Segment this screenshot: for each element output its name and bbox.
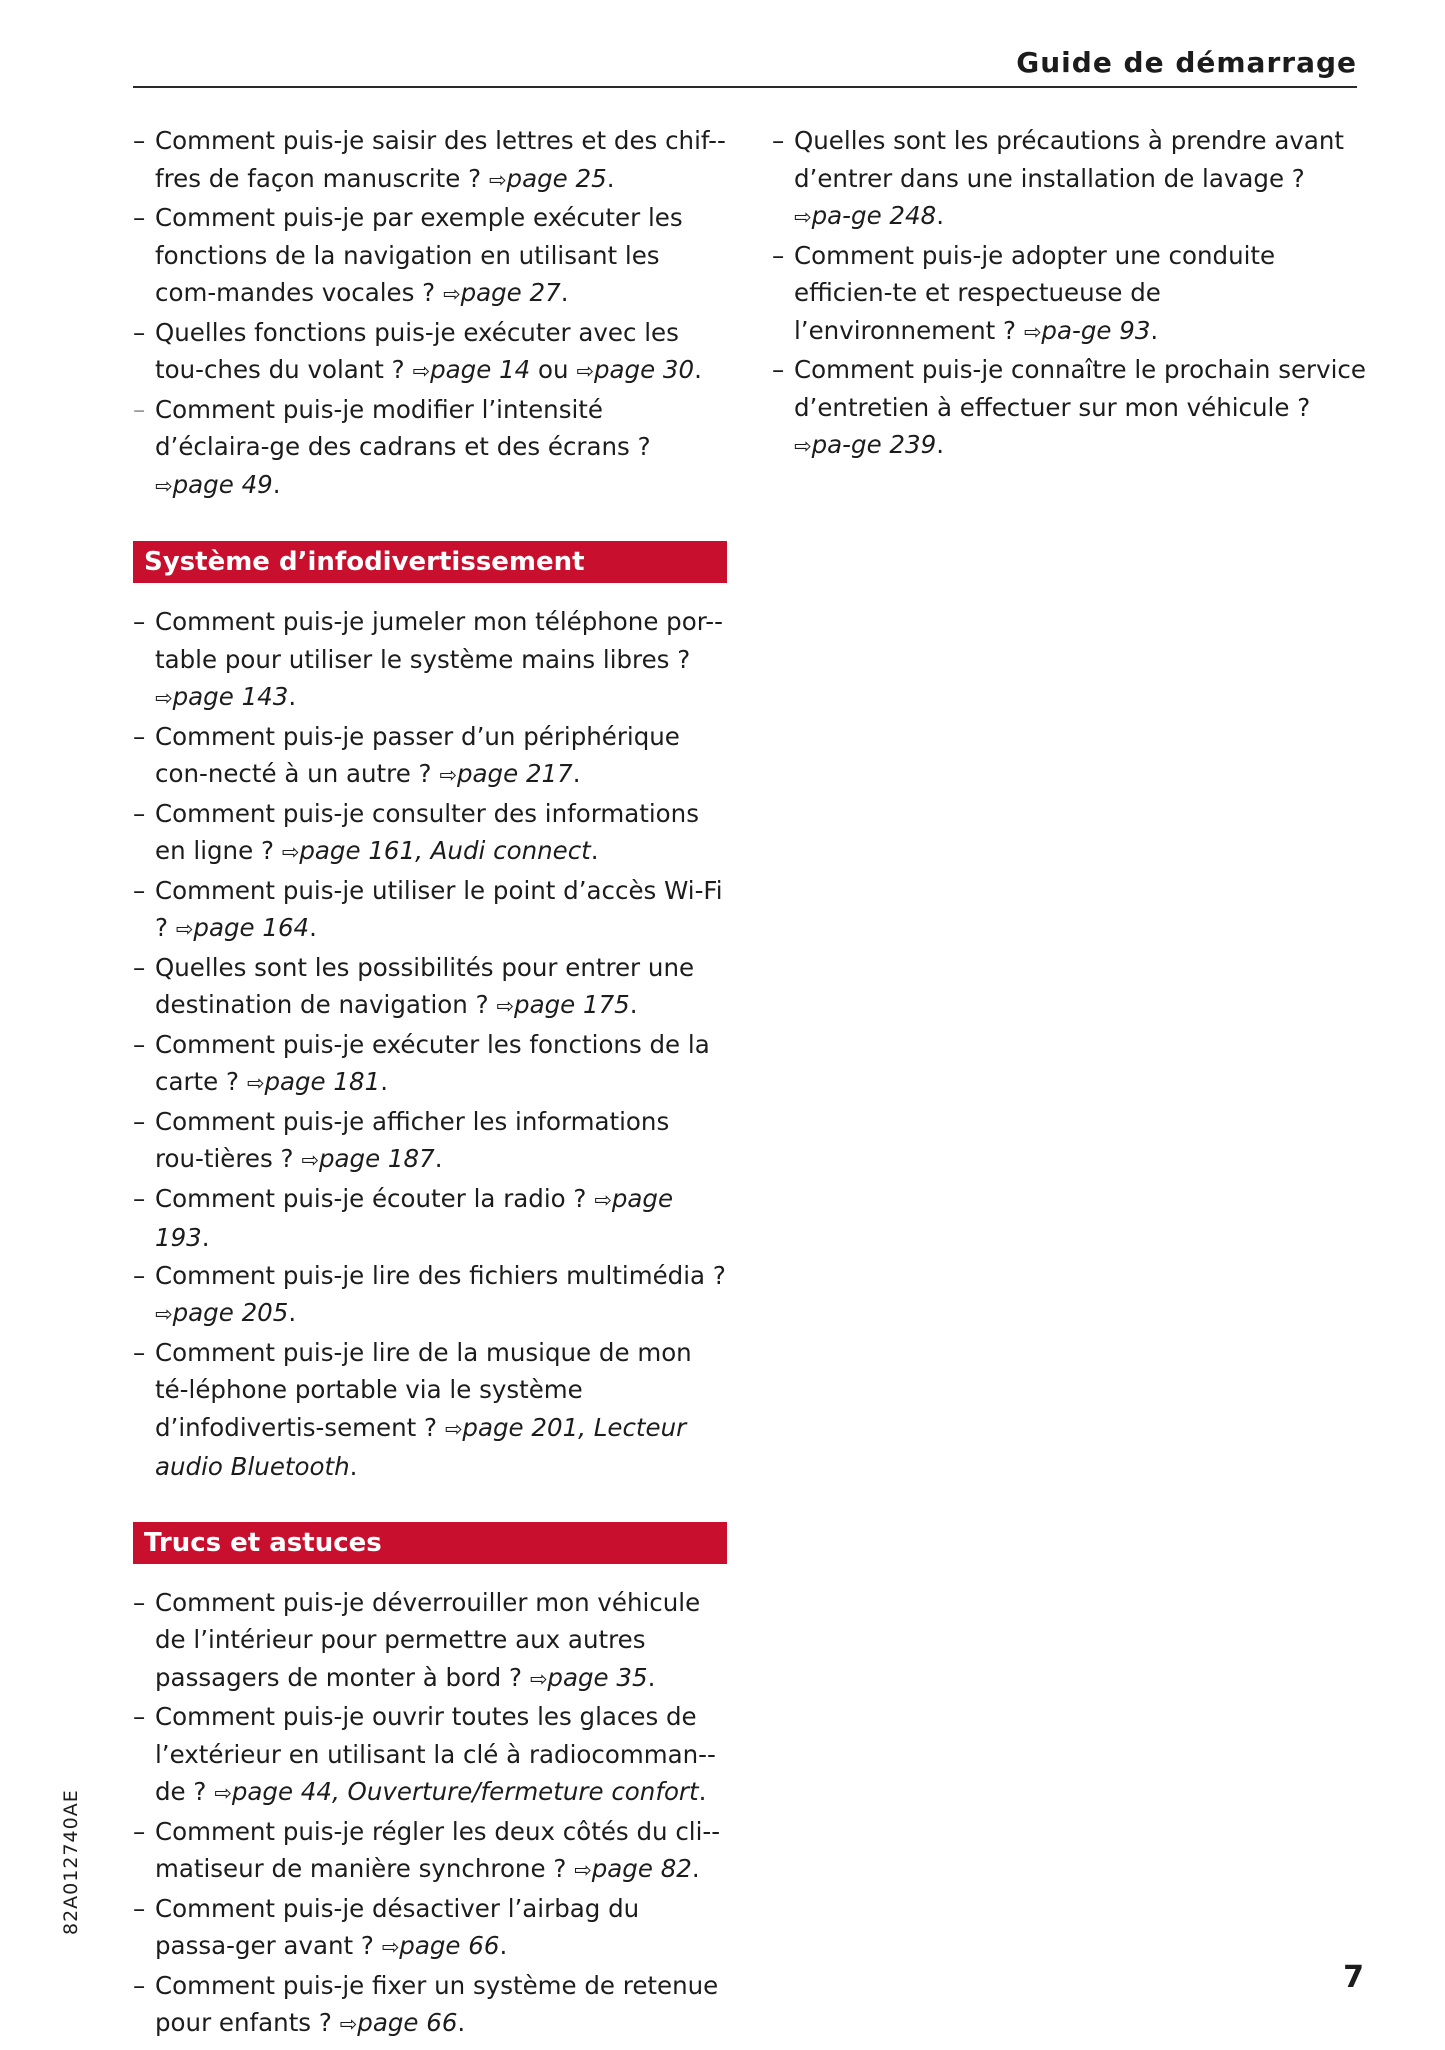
page-reference-link: page 14 bbox=[430, 355, 531, 384]
tips-list bbox=[133, 1584, 727, 2044]
list-item bbox=[772, 351, 1366, 466]
page-reference-link: page 187 bbox=[318, 1144, 435, 1173]
page-ref-arrow-icon: ⇨ bbox=[439, 763, 457, 787]
right-column bbox=[772, 122, 1366, 466]
bullet-dash: – bbox=[133, 1260, 146, 1290]
bullet-dash: – bbox=[772, 126, 785, 155]
bullet-dash: – bbox=[133, 721, 146, 751]
page-ref-arrow-icon: ⇨ bbox=[442, 282, 461, 306]
punctuation: . bbox=[434, 1144, 443, 1173]
page-ref-arrow-icon: ⇨ bbox=[339, 2012, 358, 2036]
bullet-dash: – bbox=[133, 1106, 146, 1136]
page-ref-arrow-icon: ⇨ bbox=[175, 917, 194, 941]
document-code: 82A012740AE bbox=[60, 1789, 82, 1935]
page-ref-arrow-icon: ⇨ bbox=[576, 359, 594, 383]
page-reference-link: page 205 bbox=[172, 1298, 289, 1327]
list-item bbox=[133, 1698, 727, 1813]
bullet-dash: – bbox=[133, 126, 146, 155]
question-text: Comment puis-je afficher les informations rou-tières ? bbox=[155, 1106, 670, 1173]
page-reference-link: pa-ge 93 bbox=[1041, 315, 1151, 345]
question-text: Comment puis-je utiliser le point d’accès Wi-Fi ? bbox=[155, 875, 723, 942]
bullet-dash: – bbox=[133, 394, 146, 424]
page-ref-arrow-icon: ⇨ bbox=[214, 1781, 232, 1805]
page-reference-link: page 30 bbox=[593, 355, 695, 384]
bullet-dash: – bbox=[133, 1702, 146, 1731]
question-text: Comment puis-je lire des fichiers multimédia ? bbox=[155, 1260, 726, 1290]
page-ref-arrow-icon: ⇨ bbox=[594, 1187, 612, 1212]
bullet-dash: – bbox=[133, 1587, 146, 1617]
question-text: Comment puis-je adopter une conduite efficien-te et respectueuse de l’environnement ? bbox=[794, 240, 1276, 345]
page-reference-link: page 44, Ouverture/fermeture confort bbox=[231, 1777, 699, 1806]
bullet-dash: – bbox=[772, 355, 785, 384]
punctuation: . bbox=[698, 1777, 707, 1806]
question-text: Comment puis-je consulter des informations en ligne ? bbox=[155, 798, 699, 865]
punctuation: . bbox=[380, 1067, 388, 1096]
page-reference-link: page 66 bbox=[357, 2008, 458, 2037]
right-list bbox=[772, 122, 1366, 466]
header-title: Guide de démarrage bbox=[1016, 46, 1357, 79]
page-reference-link: page 25 bbox=[506, 163, 607, 193]
section-header-tips: Trucs et astuces bbox=[133, 1522, 727, 1564]
page-ref-arrow-icon: ⇨ bbox=[246, 1071, 265, 1095]
page-reference-link: page 193 bbox=[155, 1183, 674, 1252]
page-ref-arrow-icon: ⇨ bbox=[488, 167, 507, 192]
bullet-dash: – bbox=[133, 1183, 146, 1213]
page-reference-link: pa-ge 248 bbox=[811, 201, 937, 230]
list-item bbox=[133, 199, 727, 314]
page-ref-arrow-icon: ⇨ bbox=[381, 1935, 400, 1959]
punctuation: . bbox=[272, 469, 281, 499]
question-text: Comment puis-je déverrouiller mon véhicule de l’intérieur pour permettre aux autres passagers de monter à bord ? bbox=[155, 1587, 701, 1692]
question-text: Comment puis-je lire de la musique de mon té-léphone portable via le système d’infodivertis-sement ? bbox=[155, 1337, 692, 1442]
punctuation: . bbox=[691, 1854, 700, 1883]
list-item bbox=[133, 1334, 727, 1486]
page-ref-arrow-icon: ⇨ bbox=[301, 1148, 319, 1172]
punctuation: . bbox=[936, 430, 944, 459]
question-text: Comment puis-je par exemple exécuter les fonctions de la navigation en utilisant les com-mandes vocales ? bbox=[155, 203, 683, 307]
page-reference-link: page 175 bbox=[514, 990, 630, 1019]
question-text: Comment puis-je passer d’un périphérique con-necté à un autre ? bbox=[155, 721, 680, 788]
bullet-dash: – bbox=[133, 1816, 146, 1846]
bullet-dash: – bbox=[133, 1029, 146, 1059]
page-ref-arrow-icon: ⇨ bbox=[281, 840, 300, 864]
list-item bbox=[133, 1967, 727, 2044]
punctuation: . bbox=[499, 1931, 508, 1960]
question-text: Quelles sont les précautions à prendre avant d’entrer dans une installation de lavage ? bbox=[794, 126, 1344, 193]
list-item bbox=[133, 949, 727, 1026]
list-item bbox=[133, 603, 727, 718]
punctuation: . bbox=[1150, 315, 1159, 345]
list-item bbox=[133, 1813, 727, 1890]
list-item bbox=[133, 872, 727, 949]
punctuation: . bbox=[606, 163, 615, 193]
question-text: Comment puis-je ouvrir toutes les glaces de l’extérieur en utilisant la clé à radiocomman-de ? bbox=[155, 1702, 716, 1806]
page-reference-link: page 49 bbox=[172, 469, 273, 499]
page-number: 7 bbox=[1343, 1960, 1364, 1995]
page-ref-arrow-icon: ⇨ bbox=[155, 686, 173, 710]
question-text: Comment puis-je connaître le prochain service d’entretien à effectuer sur mon véhicule ? bbox=[794, 355, 1366, 422]
page-reference-link: page 201, Lecteur audio Bluetooth bbox=[155, 1412, 687, 1481]
punctuation: . bbox=[647, 1662, 656, 1692]
bullet-dash: – bbox=[133, 952, 146, 982]
question-text: Quelles fonctions puis-je exécuter avec les tou-ches du volant ? bbox=[155, 317, 679, 384]
page-reference-link: page 181 bbox=[264, 1067, 381, 1096]
punctuation: . bbox=[590, 836, 599, 865]
bullet-dash: – bbox=[133, 1970, 146, 2000]
question-text: Comment puis-je désactiver l’airbag du passa-ger avant ? bbox=[155, 1893, 640, 1960]
list-item bbox=[133, 122, 727, 199]
question-text: Comment puis-je saisir des lettres et des chif-fres de façon manuscrite ? bbox=[155, 126, 726, 193]
page-ref-arrow-icon: ⇨ bbox=[155, 1302, 173, 1326]
page-ref-arrow-icon: ⇨ bbox=[794, 205, 812, 229]
punctuation: . bbox=[201, 1223, 210, 1252]
question-text: Comment puis-je fixer un système de retenue pour enfants ? bbox=[155, 1970, 719, 2037]
page-reference-link: page 82 bbox=[591, 1854, 692, 1883]
page-header bbox=[133, 44, 1357, 88]
bullet-dash: – bbox=[133, 607, 146, 636]
question-text: Comment puis-je exécuter les fonctions de la carte ? bbox=[155, 1029, 710, 1096]
list-item bbox=[133, 1584, 727, 1699]
punctuation: . bbox=[349, 1452, 358, 1481]
list-item bbox=[772, 237, 1366, 352]
punctuation: . bbox=[457, 2008, 466, 2037]
list-item bbox=[133, 1026, 727, 1103]
page-ref-arrow-icon: ⇨ bbox=[794, 434, 812, 458]
list-item bbox=[772, 122, 1366, 237]
list-item bbox=[133, 314, 727, 391]
question-text: Comment puis-je modifier l’intensité d’éclaira-ge des cadrans et des écrans ? bbox=[155, 394, 651, 461]
section-header-infotainment: Système d’infodivertissement bbox=[133, 541, 727, 583]
conjunction-text: ou bbox=[530, 355, 577, 384]
punctuation: . bbox=[288, 682, 297, 711]
list-item bbox=[133, 1103, 727, 1180]
page-ref-arrow-icon: ⇨ bbox=[529, 1666, 548, 1691]
punctuation: . bbox=[309, 913, 317, 942]
page-reference-link: pa-ge 239 bbox=[811, 430, 937, 459]
punctuation: . bbox=[629, 990, 638, 1019]
bullet-dash: – bbox=[133, 875, 146, 905]
bullet-dash: – bbox=[133, 798, 146, 828]
punctuation: . bbox=[288, 1298, 297, 1327]
list-item bbox=[133, 391, 727, 506]
list-item bbox=[133, 1257, 727, 1334]
page-reference-link: page 161, Audi connect bbox=[299, 836, 591, 865]
bullet-dash: – bbox=[133, 317, 146, 347]
page-ref-arrow-icon: ⇨ bbox=[1023, 319, 1042, 344]
question-text: Comment puis-je jumeler mon téléphone por-table pour utiliser le système mains libres ? bbox=[155, 607, 723, 674]
list-item bbox=[133, 1890, 727, 1967]
bullet-dash: – bbox=[133, 1893, 146, 1923]
question-text: Comment puis-je régler les deux côtés du cli-matiseur de manière synchrone ? bbox=[155, 1816, 721, 1883]
page-ref-arrow-icon: ⇨ bbox=[574, 1858, 592, 1882]
page-ref-arrow-icon: ⇨ bbox=[412, 359, 431, 383]
page-ref-arrow-icon: ⇨ bbox=[444, 1416, 463, 1441]
page-reference-link: page 27 bbox=[460, 278, 561, 307]
left-column bbox=[133, 122, 727, 2044]
page-reference-link: page 164 bbox=[193, 913, 310, 942]
bullet-dash: – bbox=[772, 240, 785, 270]
punctuation: . bbox=[572, 759, 581, 788]
punctuation: . bbox=[694, 355, 702, 384]
list-item bbox=[133, 718, 727, 795]
page-ref-arrow-icon: ⇨ bbox=[155, 473, 173, 498]
infotainment-list bbox=[133, 603, 727, 1486]
bullet-dash: – bbox=[133, 203, 146, 232]
question-text: Quelles sont les possibilités pour entrer une destination de navigation ? bbox=[155, 952, 695, 1019]
page-reference-link: page 217 bbox=[456, 759, 573, 788]
page-ref-arrow-icon: ⇨ bbox=[496, 994, 515, 1018]
punctuation: . bbox=[560, 278, 569, 307]
question-text: Comment puis-je écouter la radio ? bbox=[155, 1183, 595, 1213]
page-reference-link: page 66 bbox=[399, 1931, 500, 1960]
page-reference-link: page 35 bbox=[547, 1662, 648, 1692]
punctuation: . bbox=[936, 201, 944, 230]
page-reference-link: page 143 bbox=[172, 682, 289, 711]
bullet-dash: – bbox=[133, 1337, 146, 1367]
list-item bbox=[133, 1180, 727, 1257]
list-item bbox=[133, 795, 727, 872]
intro-list bbox=[133, 122, 727, 505]
